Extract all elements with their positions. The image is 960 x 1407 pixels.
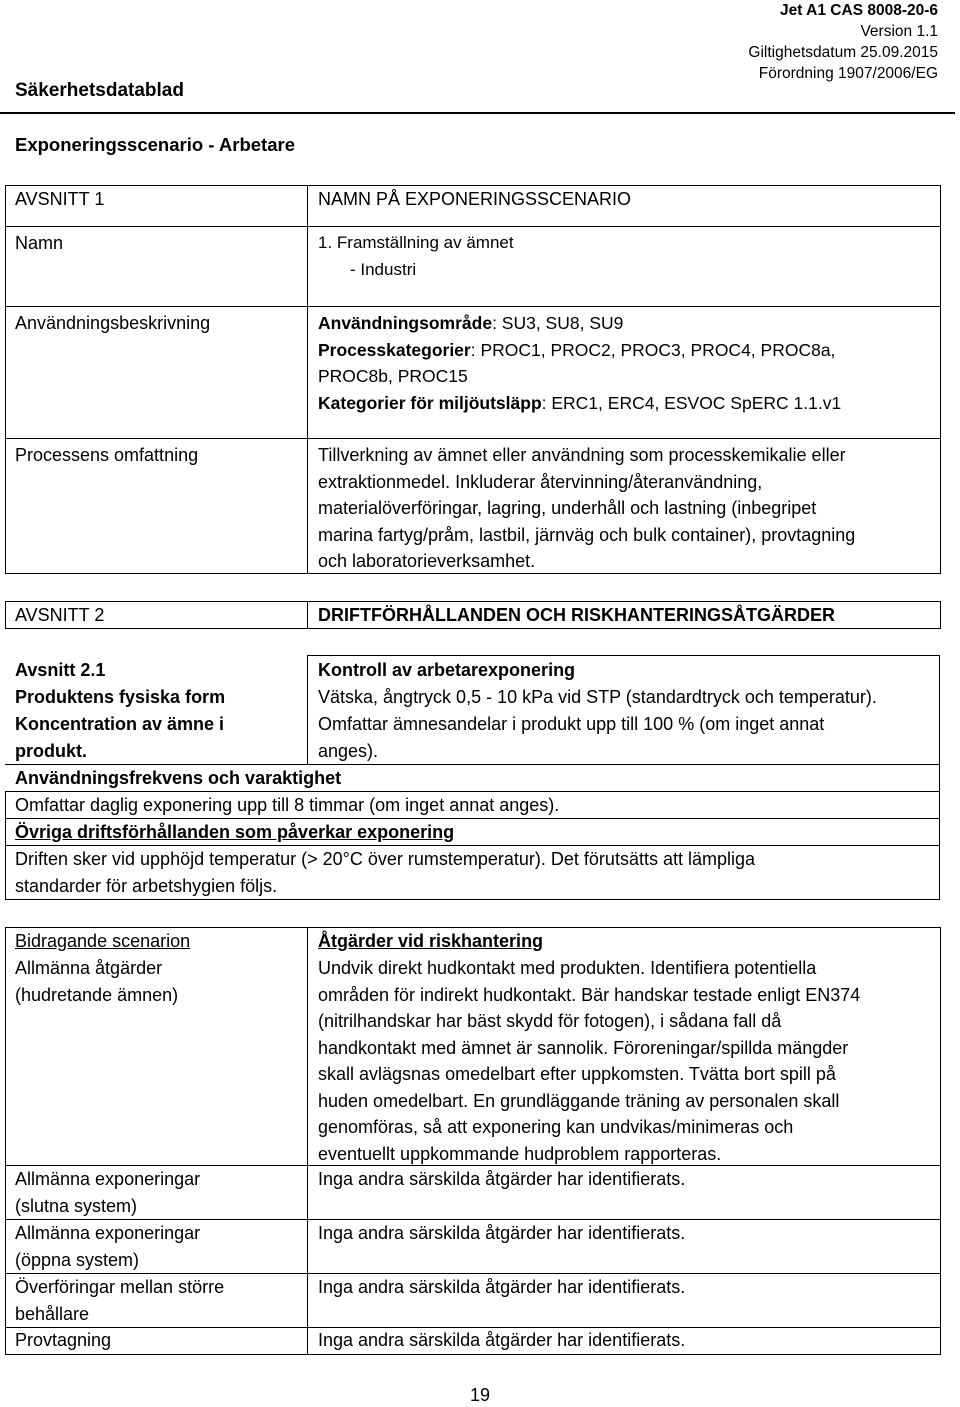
sub21-divider: [307, 655, 308, 764]
scenario-line: Allmänna åtgärder: [15, 958, 163, 978]
sub21-left-edge: [5, 791, 6, 900]
document-header: [748, 0, 938, 84]
doc-version: Version 1.1: [860, 23, 938, 40]
name-line: - Industri: [350, 259, 417, 279]
other-conditions-value: [15, 846, 755, 899]
measure-line: handkontakt med ämnet är sannolik. Föroreningar/spillda mängder: [318, 1037, 849, 1058]
table-row-measure: Inga andra särskilda åtgärder har identifierats.: [318, 1277, 686, 1297]
concentration-label: [15, 711, 224, 764]
scope-line: och laboratorieverksamhet.: [318, 551, 536, 571]
section2-label: AVSNITT 2: [15, 605, 105, 625]
process-category-value: : PROC1, PROC2, PROC3, PROC4, PROC8a,: [470, 339, 836, 360]
usage-area-value: : SU3, SU8, SU9: [492, 313, 624, 333]
measure-line: huden omedelbart. En grundläggande träning av personalen skall: [318, 1090, 840, 1111]
section1-row-rule: [5, 306, 940, 307]
page-number: 19: [469, 1385, 491, 1405]
scenario-line: Allmänna exponeringar: [15, 1223, 201, 1243]
doc-type-title: Säkerhetsdatablad: [15, 80, 184, 101]
table-row-scenario: [15, 955, 178, 1008]
valid-date: Giltighetsdatum 25.09.2015: [748, 44, 938, 61]
measure-line: Undvik direkt hudkontakt med produkten. Identifiera potentiella: [318, 958, 817, 978]
scope-value: [318, 442, 855, 575]
measures-col2-header: Åtgärder vid riskhantering: [318, 931, 544, 951]
name-line: 1. Framställning av ämnet: [318, 233, 514, 252]
env-category-value: : ERC1, ERC4, ESVOC SpERC 1.1.v1: [541, 392, 842, 413]
scope-line: extraktionmedel. Inkluderar återvinning/återanvändning,: [318, 471, 763, 492]
frequency-label: Användningsfrekvens och varaktighet: [15, 768, 342, 788]
sub21-heading: Kontroll av arbetarexponering: [318, 660, 576, 680]
section1-heading: NAMN PÅ EXPONERINGSSCENARIO: [318, 189, 632, 209]
section1-divider: [307, 185, 308, 573]
section1-row-rule: [5, 226, 940, 227]
concentration-label-line: Koncentration av ämne i: [15, 714, 225, 734]
usage-value: [318, 310, 841, 416]
scenario-title: Exponeringsscenario - Arbetare: [15, 134, 295, 155]
section1-label: AVSNITT 1: [15, 189, 105, 209]
process-category-value: PROC8b, PROC15: [318, 366, 468, 386]
env-category-label: Kategorier för miljöutsläpp: [318, 392, 542, 413]
sub21-right-edge: [939, 655, 940, 791]
physical-form-label: Produktens fysiska form: [15, 687, 226, 707]
sub21-rule: [307, 655, 940, 656]
measures-col1-header: Bidragande scenarion: [15, 931, 191, 951]
table-row-scenario: [15, 1220, 200, 1273]
section2-heading: DRIFTFÖRHÅLLANDEN OCH RISKHANTERINGSÅTGÄRDER: [318, 605, 835, 625]
sub21-right-edge: [939, 791, 940, 900]
table-row-scenario: [15, 1274, 224, 1327]
sub21-label: Avsnitt 2.1: [15, 660, 106, 680]
usage-label: Användningsbeskrivning: [15, 313, 211, 333]
header-rule: [0, 112, 955, 114]
scenario-line: (slutna system): [15, 1195, 138, 1216]
table-row-measure: [318, 955, 860, 1167]
regulation: Förordning 1907/2006/EG: [758, 65, 938, 82]
physical-form-value: Vätska, ångtryck 0,5 - 10 kPa vid STP (standardtryck och temperatur).: [318, 687, 877, 707]
scope-line: materialöverföringar, lagring, underhåll och lastning (inbegripet: [318, 498, 817, 518]
scenario-line: (hudretande ämnen): [15, 984, 179, 1005]
measures-divider: [307, 927, 308, 1354]
scope-line: Tillverkning av ämnet eller användning som processkemikalie eller: [318, 445, 846, 465]
table-row-measure: Inga andra särskilda åtgärder har identifierats.: [318, 1223, 686, 1243]
measure-line: skall avlägsnas omedelbart efter uppkomsten. Tvätta bort spill på: [318, 1064, 836, 1084]
table-row-scenario: Provtagning: [15, 1330, 112, 1350]
frequency-value: Omfattar daglig exponering upp till 8 timmar (om inget annat anges).: [15, 795, 560, 815]
section2-divider: [307, 601, 308, 628]
table-row-scenario: [15, 1166, 200, 1219]
concentration-value: [318, 711, 824, 764]
other-conditions-line: Driften sker vid upphöjd temperatur (> 20°C över rumstemperatur). Det förutsätts att lämpliga: [15, 849, 756, 869]
table-row-measure: Inga andra särskilda åtgärder har identifierats.: [318, 1330, 686, 1350]
scenario-line: Överföringar mellan större: [15, 1277, 225, 1297]
measure-line: eventuellt uppkommande hudproblem rapporteras.: [318, 1143, 722, 1164]
concentration-value-line: Omfattar ämnesandelar i produkt upp till 100 % (om inget annat: [318, 714, 825, 734]
process-category-label: Processkategorier: [318, 339, 471, 360]
doc-id: Jet A1 CAS 8008-20-6: [780, 2, 938, 19]
table-row-measure: Inga andra särskilda åtgärder har identifierats.: [318, 1169, 686, 1189]
name-label: Namn: [15, 233, 64, 253]
concentration-label-line: produkt.: [15, 740, 87, 761]
sub21-rule: [5, 899, 940, 900]
other-conditions-line: standarder för arbetshygien följs.: [15, 875, 278, 896]
scenario-line: behållare: [15, 1303, 90, 1324]
name-value: [318, 230, 514, 283]
scope-line: marina fartyg/pråm, lastbil, järnväg och bulk container), provtagning: [318, 524, 856, 545]
measure-line: områden för indirekt hudkontakt. Bär handskar testade enligt EN374: [318, 984, 861, 1005]
other-conditions-label: Övriga driftsförhållanden som påverkar exponering: [15, 822, 455, 842]
concentration-value-line: anges).: [318, 740, 379, 761]
measure-line: (nitrilhandskar har bäst skydd för fotogen), i sådana fall då: [318, 1011, 782, 1031]
measure-line: genomföras, så att exponering kan undvikas/minimeras och: [318, 1117, 794, 1137]
usage-area-label: Användningsområde: [318, 313, 493, 333]
section1-row-rule: [5, 438, 940, 439]
scenario-line: (öppna system): [15, 1249, 140, 1270]
scenario-line: Allmänna exponeringar: [15, 1169, 201, 1189]
scope-label: Processens omfattning: [15, 445, 199, 465]
